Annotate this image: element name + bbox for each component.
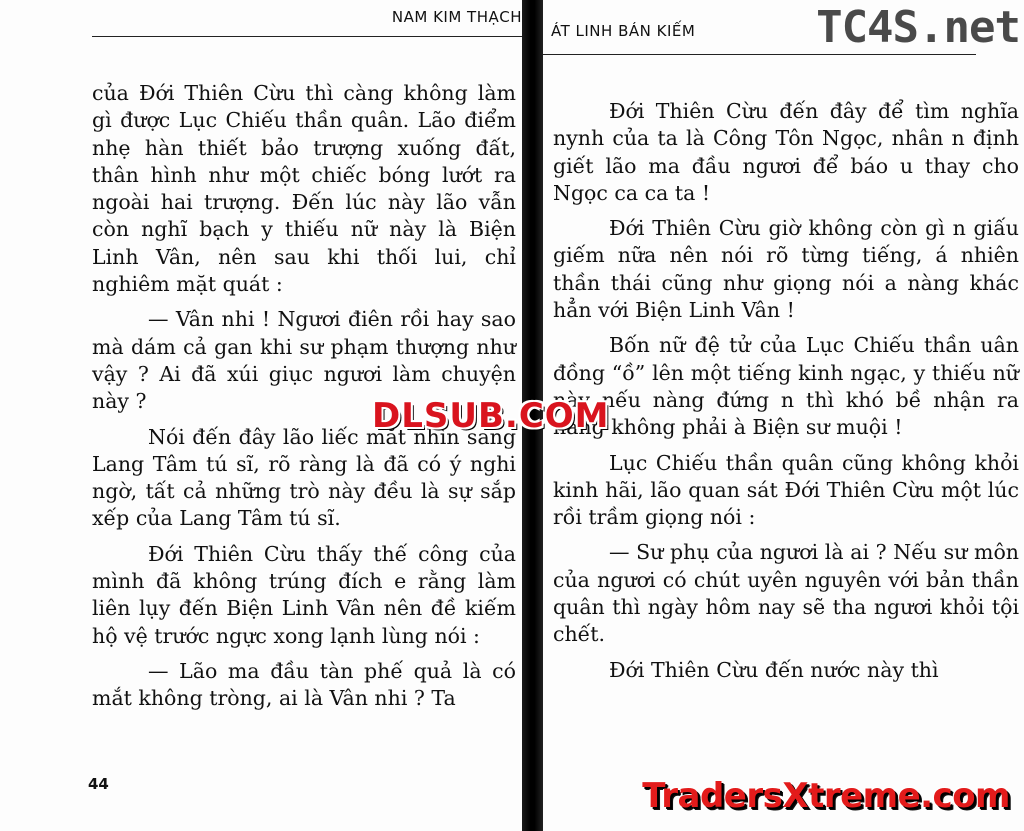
watermark-middle: DLSUB.COM [372,396,610,436]
left-paragraph-4: Đới Thiên Cừu thấy thế công của mình đã không trúng đích e rằng làm liên lụy đến Biện Linh Vân nên đề kiếm hộ vệ trước ngực xong lạnh lùng nói : [92,541,516,648]
watermark-bottom: TradersXtreme.com [642,776,1010,816]
right-page [543,0,1024,831]
left-paragraph-1: của Đới Thiên Cừu thì càng không làm gì được Lục Chiếu thần quân. Lão điểm nhẹ hàn thiết bảo trượng xuống đất, thân hình như một chiếc bóng lướt ra ngoài hai trượng. Đến lúc này lão vẫn còn nghĩ bạch y thiếu nữ này là Biện Linh Vân, nên sau khi thối lui, chỉ nghiêm mặt quát : [92,81,516,297]
left-page-header: NAM KIM THẠCH [391,8,522,26]
right-page-header: ÁT LINH BÁN KIẾM [551,22,696,40]
right-paragraph-1: Đới Thiên Cừu đến đây để tìm nghĩa nynh của ta là Công Tôn Ngọc, nhân n định giết lão ma đầu ngươi để báo u thay cho Ngọc ca ca ta ! [553,99,1019,205]
right-header-rule [543,54,976,55]
right-paragraph-2: Đới Thiên Cừu giờ không còn gì n giấu giếm nữa nên nói rõ từng tiếng, á nhiên thần thái cũng như giọng nói a nàng khác hẳn với Biện Linh Vân ! [553,216,1019,323]
left-paragraph-2: — Vân nhi ! Ngươi điên rồi hay sao mà dám cả gan khi sư phạm thượng như vậy ? Ai đã xúi giục ngươi làm chuyện này ? [92,307,516,414]
watermark-top: TC4S.net [816,2,1020,53]
left-paragraph-3: Nói đến đây lão liếc mắt nhìn sang Lang Tâm tú sĩ, rõ ràng là đã có ý nghi ngờ, tất cả những trò này đều là sự sắp xếp của Lang Tâm tú sĩ. [92,424,516,531]
page-number: 44 [88,775,109,793]
left-header-rule [92,36,522,37]
right-paragraph-6: Đới Thiên Cừu đến nước này thì [609,657,939,682]
right-page-text [553,98,1019,692]
right-paragraph-3: Bốn nữ đệ tử của Lục Chiếu thần uân đồng “ồ” lên một tiếng kinh ngạc, y thiếu nữ này nếu nàng đứng n thì khó bề nhận ra nàng không phải à Biện sư muội ! [553,333,1019,440]
right-paragraph-4: Lục Chiếu thần quân cũng không khỏi kinh hãi, lão quan sát Đới Thiên Cừu một lúc rồi trầm giọng nói : [553,450,1019,530]
right-paragraph-5: — Sư phụ của ngươi là ai ? Nếu sư môn của ngươi có chút uyên nguyên với bản thần quân thì ngày hôm nay sẽ tha ngươi khỏi tội chết. [553,540,1019,647]
left-paragraph-5: — Lão ma đầu tàn phế quả là có mắt không tròng, ai là Vân nhi ? Ta [92,658,516,711]
